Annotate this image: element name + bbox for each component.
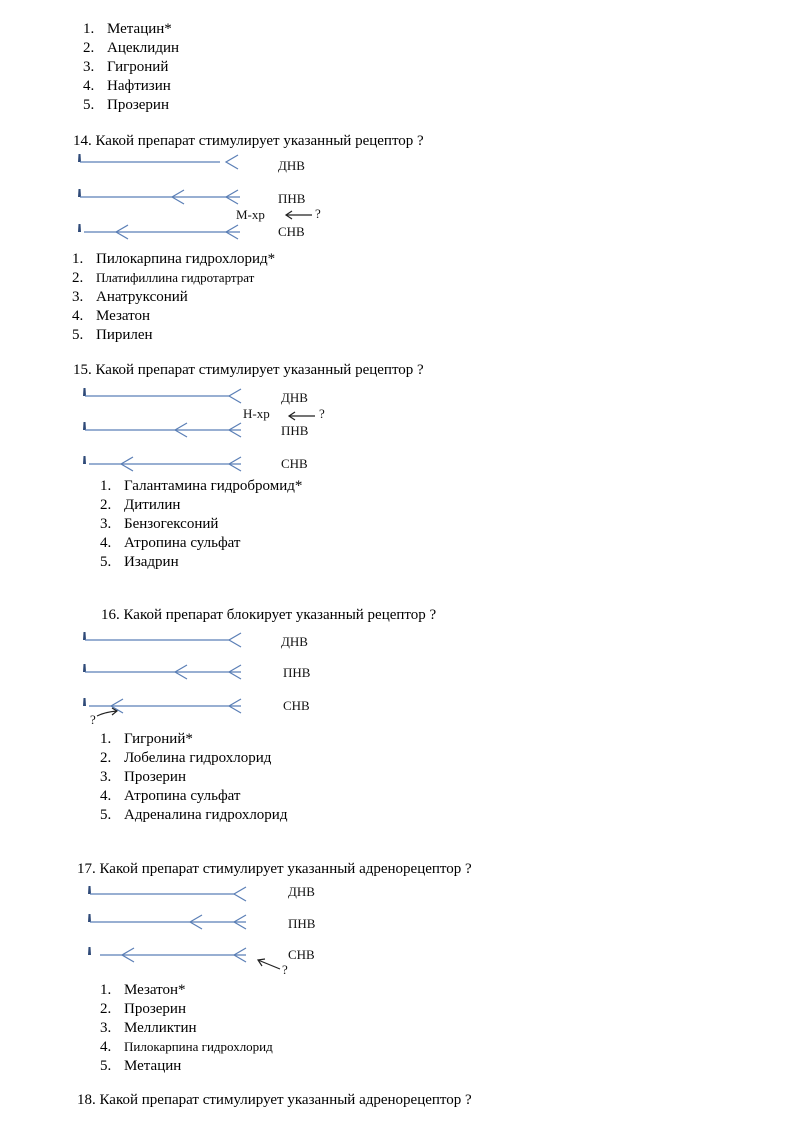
neuron-node-icon [88,914,91,922]
label-pnv: ПНВ [283,665,311,680]
synapse-fork-icon [229,633,241,647]
list-item: 2. Лобелина гидрохлорид [100,750,272,766]
neuron-node-icon [83,664,86,672]
question-14: 14. Какой препарат стимулирует указанный рецептор ? [73,133,424,149]
label-dnv: ДНВ [278,158,305,173]
list-item: 5. Прозерин [83,97,169,113]
list-item: 2. Прозерин [100,1001,186,1017]
list-item: 4. Атропина сульфат [100,788,241,804]
label-snv: СНВ [283,698,310,713]
list-item: 4. Нафтизин [83,78,171,94]
list-item: 4. Мезатон [72,308,151,324]
question-15: 15. Какой препарат стимулирует указанный рецептор ? [73,362,424,378]
list-item: 1. Пилокарпина гидрохлорид* [72,251,276,267]
neuron-node-icon [83,456,86,464]
neuron-node-icon [83,422,86,430]
neuron-node-icon [83,388,86,396]
list-item: 1. Гигроний* [100,731,193,747]
label-pnv: ПНВ [281,423,309,438]
list-item: 3. Анатруксоний [72,289,188,305]
list-item: 1. Галантамина гидробромид* [100,478,303,494]
nerve-diagram-14 [70,152,410,242]
answer-list-17 [100,981,273,1075]
label-dnv: ДНВ [281,390,308,405]
answer-list-16 [100,730,287,824]
list-item: 3. Бензогексоний [100,516,219,532]
label-question-mark: ? [319,406,325,421]
synapse-fork-icon [234,887,246,901]
list-item: 3. Прозерин [100,769,186,785]
list-item: 4. Пилокарпина гидрохлорид [100,1039,273,1055]
list-item: 2. Дитилин [100,497,181,513]
label-snv: СНВ [281,456,308,471]
list-item: 1. Мезатон* [100,982,186,998]
list-item: 5. Адреналина гидрохлорид [100,807,288,823]
label-snv: СНВ [278,224,305,239]
label-snv: СНВ [288,947,315,962]
nerve-diagram-16 [75,630,415,730]
label-pnv: ПНВ [288,916,316,931]
answer-list-15 [100,477,302,571]
list-item: 5. Изадрин [100,554,179,570]
question-17: 17. Какой препарат стимулирует указанный адренорецептор ? [77,861,472,877]
label-receptor: М-хр [236,207,265,222]
answer-list-14 [72,250,275,344]
label-pnv: ПНВ [278,191,306,206]
neuron-node-icon [78,189,81,197]
question-18: 18. Какой препарат стимулирует указанный адренорецептор ? [77,1092,472,1108]
question-16: 16. Какой препарат блокирует указанный рецептор ? [101,607,437,623]
label-dnv: ДНВ [281,634,308,649]
neuron-node-icon [78,154,81,162]
neuron-node-icon [83,632,86,640]
list-item: 4. Атропина сульфат [100,535,241,551]
list-item: 3. Гигроний [83,59,169,75]
synapse-fork-icon [229,389,241,403]
neuron-node-icon [88,886,91,894]
nerve-diagram-15 [75,386,415,472]
neuron-node-icon [88,947,91,955]
list-item: 1. Метацин* [83,21,172,37]
synapse-fork-icon [226,155,238,169]
list-item: 5. Пирилен [72,327,153,343]
label-question-mark: ? [282,962,288,977]
neuron-node-icon [78,224,81,232]
list-item: 3. Мелликтин [100,1020,197,1036]
answer-list-13 [83,20,179,114]
list-item: 2. Платифиллина гидротартрат [72,270,255,286]
neuron-node-icon [83,698,86,706]
label-receptor: Н-хр [243,406,270,421]
list-item: 2. Ацеклидин [83,40,180,56]
label-question-mark: ? [315,206,321,221]
list-item: 5. Метацин [100,1058,182,1074]
label-dnv: ДНВ [288,884,315,899]
label-question-mark: ? [90,712,96,727]
nerve-diagram-17 [80,882,420,977]
